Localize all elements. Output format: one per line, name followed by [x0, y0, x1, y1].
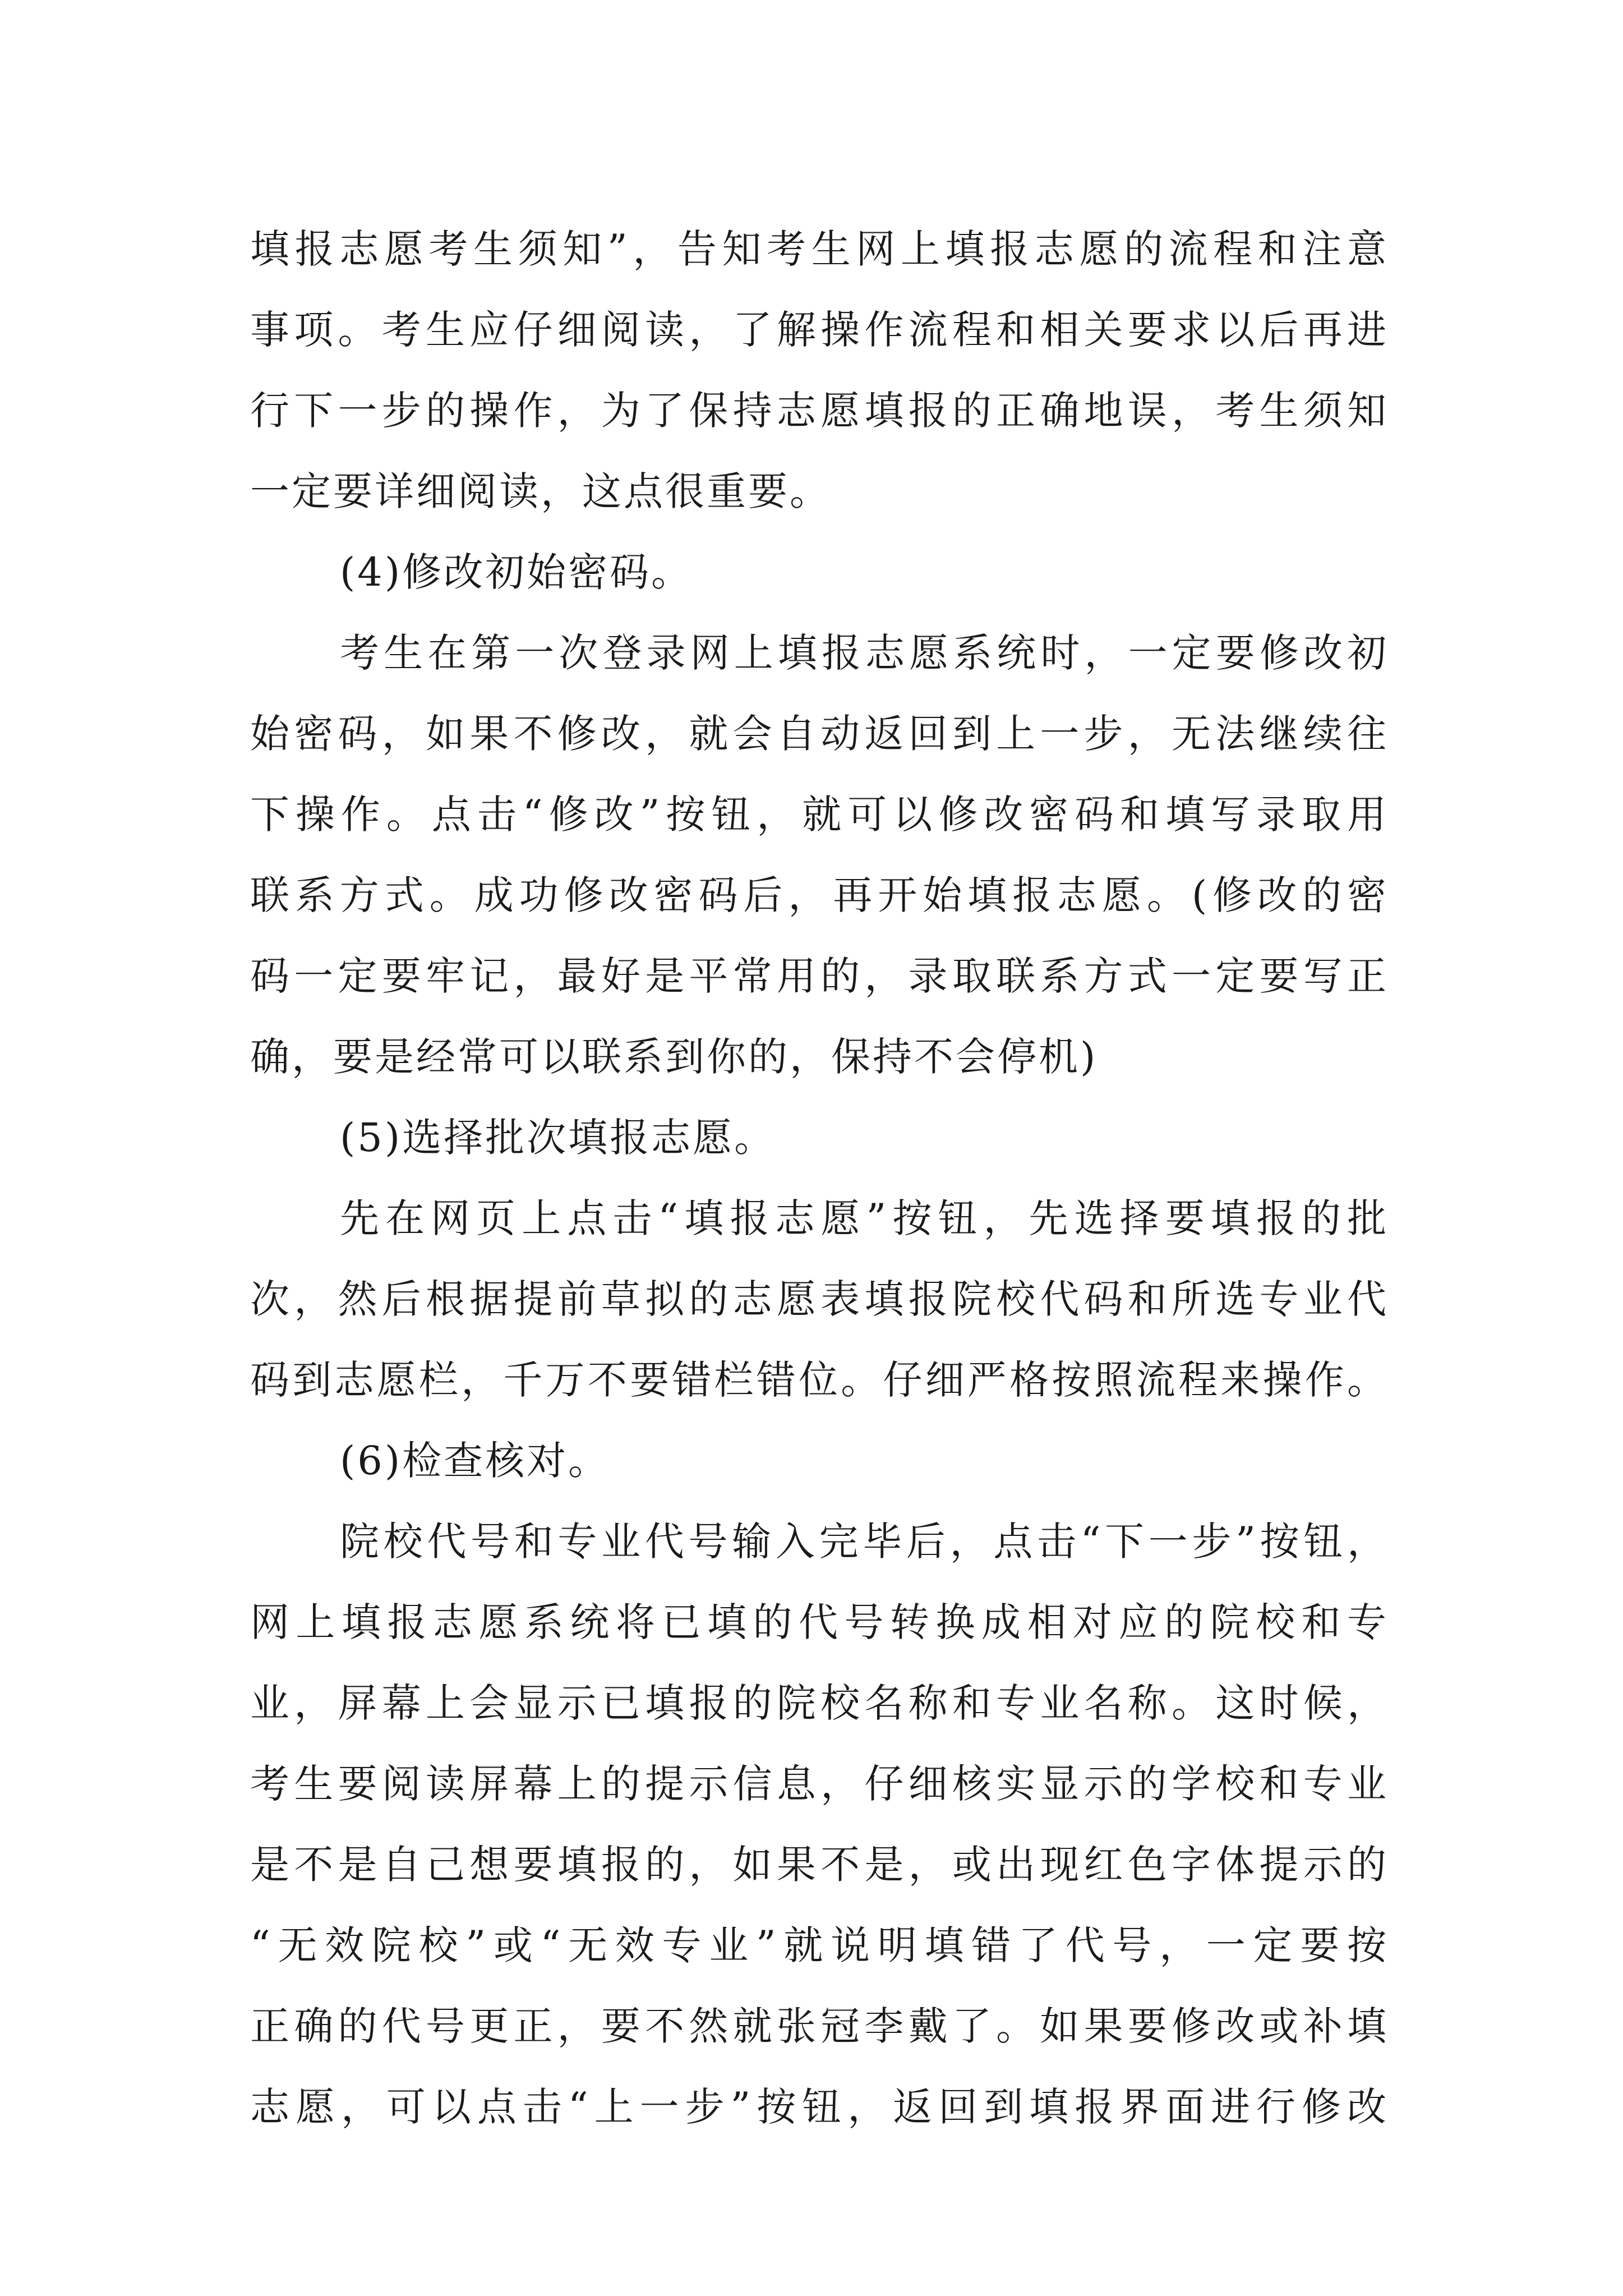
- text-line: 正确的代号更正，要不然就张冠李戴了。如果要修改或补填: [250, 2003, 1389, 2049]
- text-line: 一定要详细阅读，这点很重要。: [250, 468, 831, 514]
- text-line: 业，屏幕上会显示已填报的院校名称和专业名称。这时候，: [250, 1680, 1389, 1726]
- text-line: 始密码，如果不修改，就会自动返回到上一步，无法继续往: [250, 711, 1389, 757]
- text-line: 事项。考生应仔细阅读，了解操作流程和相关要求以后再进: [250, 307, 1389, 353]
- text-line: 码到志愿栏，千万不要错栏错位。仔细严格按照流程来操作。: [250, 1357, 1389, 1403]
- section-heading: (5)选择批次填报志愿。: [340, 1115, 776, 1161]
- text-line: 行下一步的操作，为了保持志愿填报的正确地误，考生须知: [250, 388, 1389, 434]
- section-heading: (4)修改初始密码。: [340, 549, 693, 595]
- text-line: 考生在第一次登录网上填报志愿系统时，一定要修改初: [340, 630, 1389, 676]
- text-line: 是不是自己想要填报的，如果不是，或出现红色字体提示的: [250, 1842, 1389, 1888]
- text-line: 次，然后根据提前草拟的志愿表填报院校代码和所选专业代: [250, 1276, 1389, 1322]
- text-line: 填报志愿考生须知”，告知考生网上填报志愿的流程和注意: [250, 226, 1389, 272]
- text-line: 联系方式。成功修改密码后，再开始填报志愿。(修改的密: [250, 872, 1389, 918]
- text-line: 网上填报志愿系统将已填的代号转换成相对应的院校和专: [250, 1599, 1389, 1645]
- text-line: 院校代号和专业代号输入完毕后，点击“下一步”按钮，: [340, 1519, 1389, 1565]
- text-line: 下操作。点击“修改”按钮，就可以修改密码和填写录取用: [250, 792, 1389, 838]
- text-line: 志愿，可以点击“上一步”按钮，返回到填报界面进行修改: [250, 2084, 1389, 2130]
- text-line: “无效院校”或“无效专业”就说明填错了代号，一定要按: [250, 1922, 1389, 1968]
- text-line: 先在网页上点击“填报志愿”按钮，先选择要填报的批: [340, 1195, 1389, 1241]
- text-line: 码一定要牢记，最好是平常用的，录取联系方式一定要写正: [250, 953, 1389, 999]
- text-line: 确，要是经常可以联系到你的，保持不会停机): [250, 1034, 1098, 1080]
- text-line: 考生要阅读屏幕上的提示信息，仔细核实显示的学校和专业: [250, 1761, 1389, 1807]
- section-heading: (6)检查核对。: [340, 1438, 610, 1484]
- body-text: [250, 209, 1389, 2147]
